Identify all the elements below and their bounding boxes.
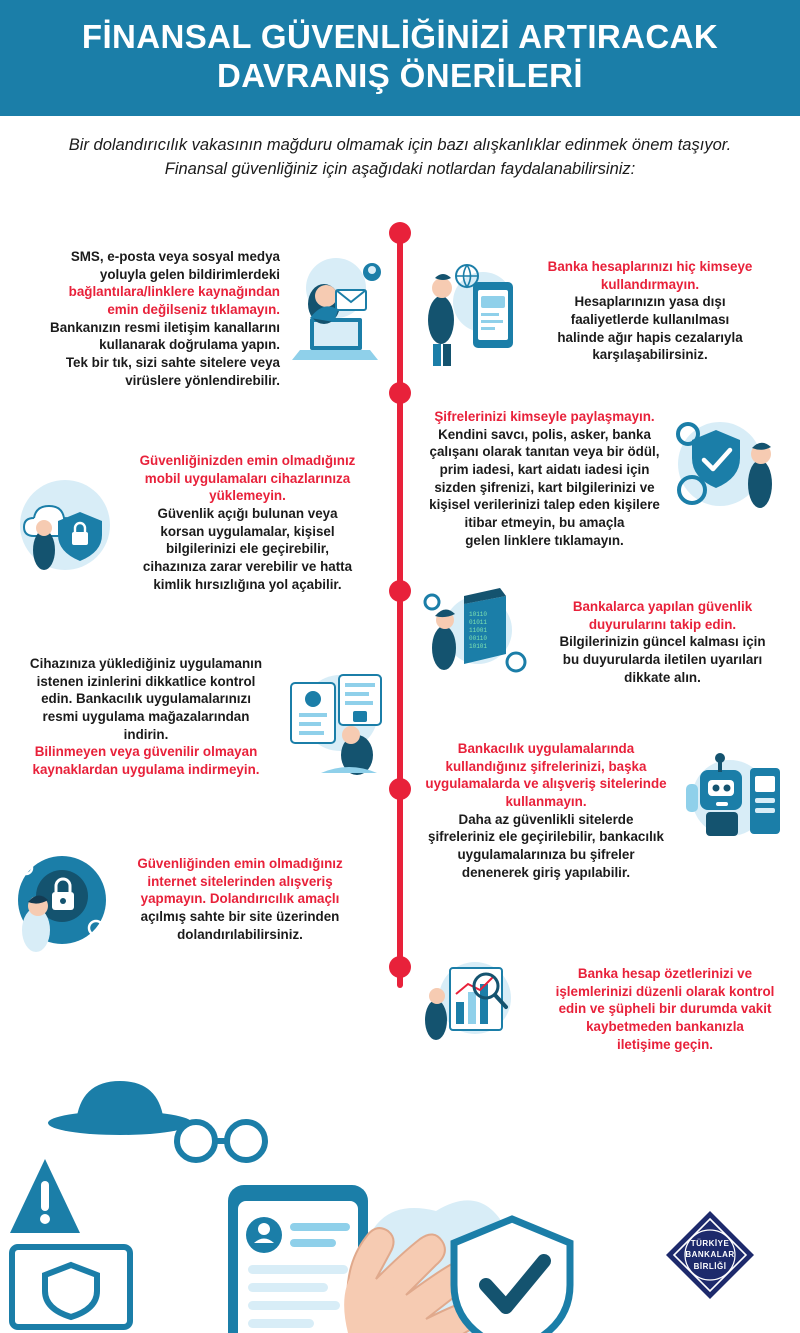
intro-paragraph: Bir dolandırıcılık vakasının mağduru olmamak için bazı alışkanlıklar edinmek önem taşıyor. Finansal güvenliğiniz için aşağıdaki notlardan faydalanabilirsiniz: [68, 135, 732, 178]
mobile-payment-globe-illustration [415, 258, 520, 368]
tip-6-security-announcements: Bankalarca yapılan güvenlik duyurularını takip edin. Bilgilerinizin güncel kalması için bu duyurularda iletilen uyarıları dikkate alın. [559, 599, 766, 685]
timeline-dot-5 [389, 956, 411, 978]
tip-5-app-permissions: Cihazınıza yüklediğiniz uygulamanın istenen izinlerini dikkatlice kontrol edin. Bankacılık uygulamalarınızı resmi uygulama mağazalarından indirin. Bilinmeyen veya güvenilir olmayan kaynaklardan uygulama indirmeyin. [29, 656, 263, 778]
timeline-spine [397, 228, 403, 988]
page-title-line2: DAVRANIŞ ÖNERİLERİ [217, 56, 583, 94]
svg-text:10101: 10101 [469, 643, 488, 650]
tip-4-password-sharing: Şifrelerinizi kimseyle paylaşmayın. Kendini savcı, polis, asker, banka çalışanı olarak tanıtan veya bir ödül, prim iadesi, kart aidatı iadesi için sizden şifrenizi, kart bilgilerinizi ve kişisel verilerinizi talep eden kişilere itibar etmeyin, bu amaçla gelen linklere tıklamayın. [429, 409, 660, 548]
logo-line-2: BANKALAR [685, 1250, 735, 1260]
svg-text:00110: 00110 [469, 635, 488, 642]
logo-line-3: BİRLİĞİ [693, 1261, 727, 1271]
svg-text:01011: 01011 [469, 619, 488, 626]
hat-icon [48, 1081, 192, 1135]
tbb-logo [664, 1209, 756, 1301]
laptop-mail-person-illustration [280, 252, 390, 367]
lock-person-security-illustration [10, 848, 115, 953]
timeline-dot-1 [389, 222, 411, 244]
app-permissions-documents-illustration [285, 665, 395, 780]
timeline-dot-3 [389, 580, 411, 602]
tip-2-account-lending: Banka hesaplarınızı hiç kimseye kullandırmayın. Hesaplarınızın yasa dışı faaliyetlerde kullanılması halinde ağır hapis cezalarıyla karşılaşabilirsiniz. [547, 259, 753, 363]
page-title-line1: FİNANSAL GÜVENLİĞİNİZİ ARTIRACAK [81, 18, 719, 55]
shield-check-gears-illustration [668, 412, 786, 522]
tip-3-mobile-apps: Güvenliğinizden emin olmadığınız mobil uygulamaları cihazlarınıza yüklemeyin. Güvenlik açığı bulunan veya korsan uygulamalar, kişisel bilgilerinizi ele geçirebilir, cihazınıza zarar verebilir ve hatta kimlik hırsızlığına yol açabilir. [139, 453, 356, 592]
logo-line-1: TÜRKİYE [690, 1238, 730, 1248]
page-title [30, 18, 770, 96]
tip-8-online-shopping: Güvenliğinden emin olmadığınız internet sitelerinden alışveriş yapmayın. Dolandırıcılık amaçlı açılmış sahte bir site üzerinden dolandırılabilirsiniz. [137, 856, 343, 942]
data-code-box-illustration [420, 586, 530, 681]
tip-1-sms-links: SMS, e-posta veya sosyal medya yoluyla gelen bildirimlerdeki bağlantılara/linklere kaynağından emin değilseniz tıklamayın. Bankanızın resmi iletişim kanallarını kullanarak doğrulama yapın. Tek bir tık, sizi sahte sitelere veya virüslere yönlendirebilir. [50, 249, 280, 388]
warning-triangle-icon [10, 1159, 80, 1233]
monitor-shield-icon [12, 1247, 130, 1327]
svg-text:10110: 10110 [469, 611, 488, 618]
timeline-dot-4 [389, 778, 411, 800]
timeline-dot-2 [389, 382, 411, 404]
tip-9-statement-check: Banka hesap özetlerinizi ve işlemlerinizi düzenli olarak kontrol edin ve şüpheli bir durumda vakit kaybetmeden bankanızla iletişime geçin. [555, 966, 775, 1052]
tip-7-password-reuse: Bankacılık uygulamalarında kullandığınız şifrelerinizi, başka uygulamalarda ve alışveriş sitelerinde kullanmayın. Daha az güvenlikli sitelerde şifreleriniz ele geçirilebilir, bankacılık uygulamalarınıza bu şifreler denenerek giriş yapılabilir. [425, 741, 667, 880]
cloud-lock-shield-illustration [10, 470, 120, 580]
page-header [0, 0, 800, 116]
glasses-icon [177, 1122, 265, 1160]
shield-check-icon [454, 1219, 570, 1333]
robot-atm-illustration [678, 748, 788, 848]
svg-text:11001: 11001 [469, 627, 488, 634]
